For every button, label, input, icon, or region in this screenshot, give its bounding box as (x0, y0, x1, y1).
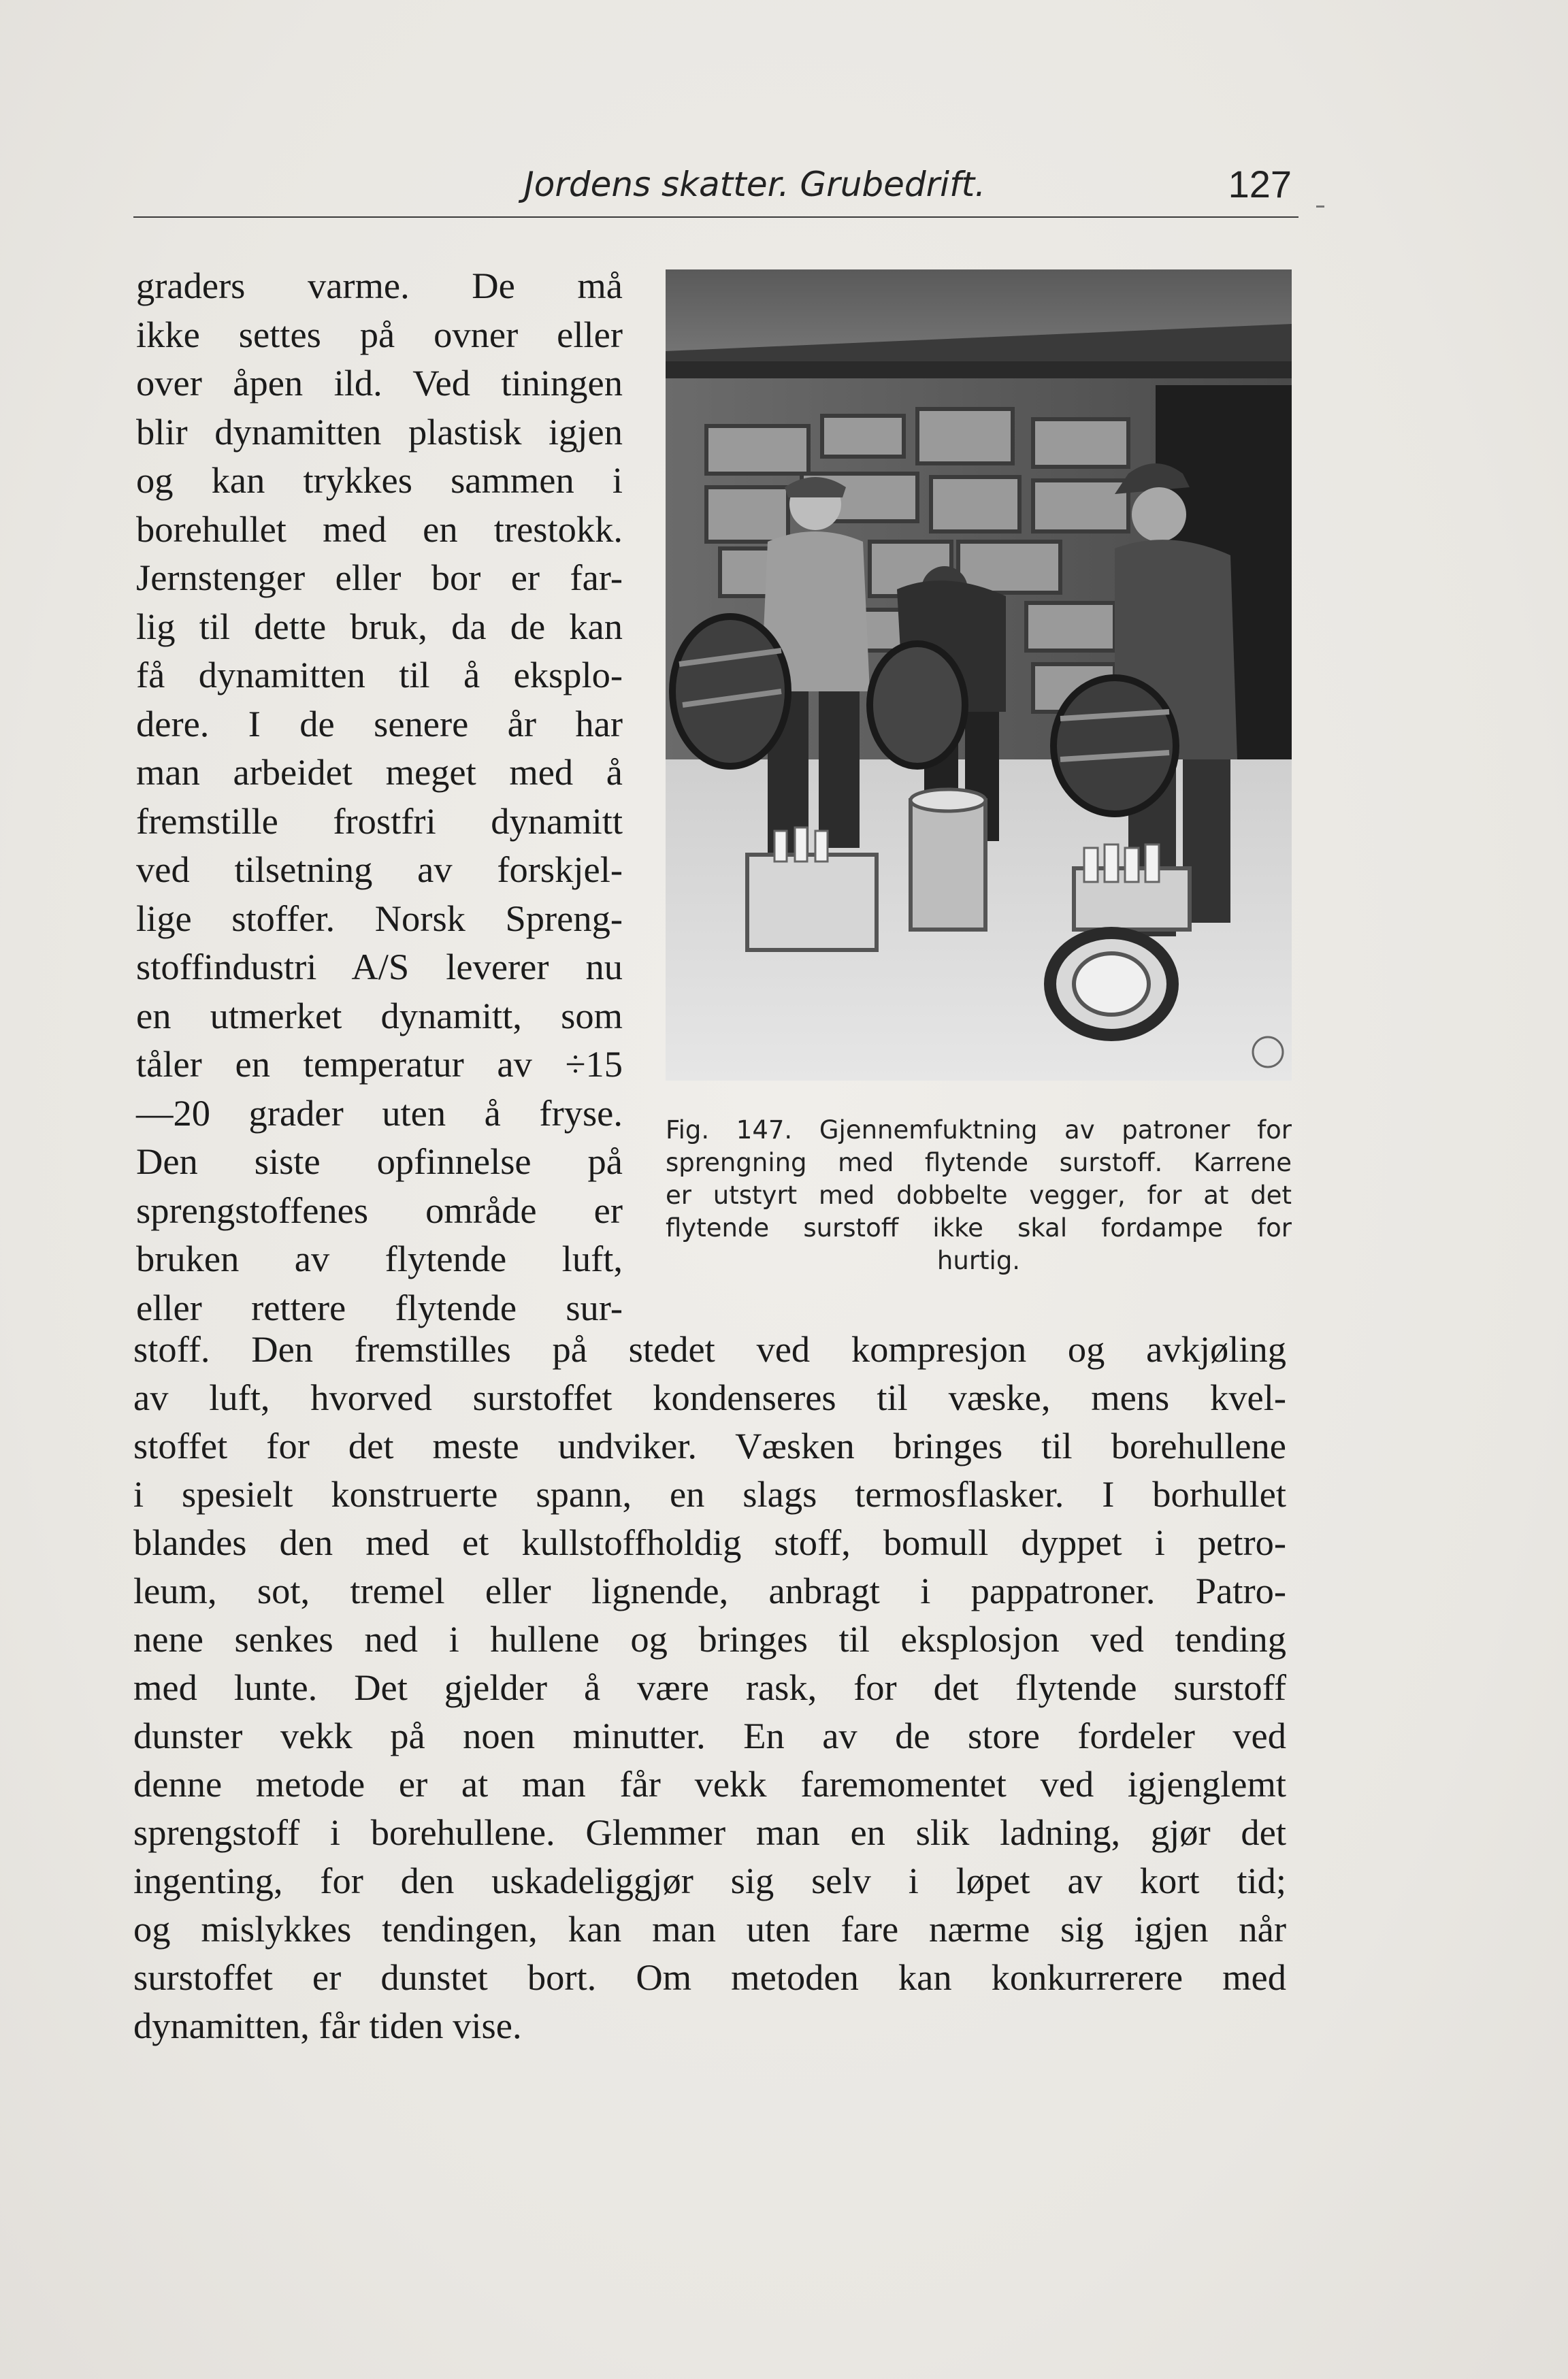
narrow-text-column (136, 261, 623, 1332)
text-line: graders varme. De må (136, 265, 623, 306)
text-line: blandes den med et kullstoffholdig stoff, bomull dyppet i petro- (133, 1522, 1286, 1563)
caption-line: sprengning med flytende surstoff. Karrene (666, 1148, 1292, 1177)
page-number: 127 (1228, 163, 1292, 206)
figure-photo (666, 269, 1292, 1081)
text-line: en utmerket dynamitt, som (136, 994, 623, 1036)
text-line: denne metode er at man får vekk faremomentet ved igjenglemt (133, 1763, 1286, 1805)
text-line: ikke settes på ovner eller (136, 313, 623, 355)
text-line: dere. I de senere år har (136, 702, 623, 744)
header-title: Jordens skatter. Grubedrift. (524, 165, 986, 204)
text-line: blir dynamitten plastisk igjen (136, 410, 623, 453)
caption-line: er utstyrt med dobbelte vegger, for at det (666, 1181, 1292, 1210)
text-line: tåler en temperatur av ÷15 (136, 1043, 623, 1085)
text-line: ingenting, for den uskadeliggjør sig selv i løpet av kort tid; (133, 1860, 1286, 1901)
text-line: sprengstoff i borehullene. Glemmer man en slik ladning, gjør det (133, 1811, 1286, 1853)
text-line: ved tilsetning av forskjel- (136, 849, 623, 890)
text-line: bruken av flytende luft, (136, 1238, 623, 1279)
text-line: stoffindustri A/S leverer nu (136, 946, 623, 987)
text-line: Den siste opfinnelse på (136, 1141, 623, 1182)
text-line: stoffet for det meste undviker. Væsken bringes til borehullene (133, 1425, 1286, 1466)
header-rule (133, 216, 1298, 218)
text-line: surstoffet er dunstet bort. Om metoden kan konkurrerere med (133, 1956, 1286, 1998)
caption-line: flytende surstoff ikke skal fordampe for (666, 1213, 1292, 1243)
text-line: leum, sot, tremel eller lignende, anbragt i pappatroner. Patro- (133, 1570, 1286, 1611)
text-line: over åpen ild. Ved tiningen (136, 362, 623, 404)
running-header (133, 162, 1298, 216)
text-line: Jernstenger eller bor er far- (136, 557, 623, 598)
photo-workers-with-oxygen-vessels (666, 269, 1292, 1081)
text-line: lige stoffer. Norsk Spreng- (136, 897, 623, 939)
text-line: dunster vekk på noen minutter. En av de store fordeler ved (133, 1715, 1286, 1756)
text-line: dynamitten, får tiden vise. (133, 2005, 522, 2046)
caption-line: Fig. 147. Gjennemfuktning av patroner for (666, 1115, 1292, 1145)
text-line: av luft, hvorved surstoffet kondenseres til væske, mens kvel- (133, 1377, 1286, 1418)
text-line: borehullet med en trestokk. (136, 508, 623, 550)
text-line: få dynamitten til å eksplo- (136, 654, 623, 695)
caption-line: hurtig. (936, 1246, 1021, 1275)
text-line: sprengstoffenes område er (136, 1189, 623, 1231)
full-width-text (133, 1325, 1286, 2050)
text-line: og kan trykkes sammen i (136, 459, 623, 501)
header-mark (1316, 206, 1324, 208)
text-line: med lunte. Det gjelder å være rask, for det flytende surstoff (133, 1667, 1286, 1708)
text-line: eller rettere flytende sur- (136, 1286, 623, 1328)
text-line: i spesielt konstruerte spann, en slags termosflasker. I borhullet (133, 1473, 1286, 1515)
text-line: nene senkes ned i hullene og bringes til eksplosjon ved tending (133, 1618, 1286, 1660)
text-line: man arbeidet meget med å (136, 751, 623, 793)
text-line: fremstille frostfri dynamitt (136, 800, 623, 842)
text-line: og mislykkes tendingen, kan man uten fare nærme sig igjen når (133, 1908, 1286, 1950)
text-line: stoff. Den fremstilles på stedet ved kompresjon og avkjøling (133, 1328, 1286, 1370)
figure-caption (666, 1114, 1292, 1277)
text-line: lig til dette bruk, da de kan (136, 605, 623, 647)
text-line: —20 grader uten å fryse. (136, 1092, 623, 1134)
